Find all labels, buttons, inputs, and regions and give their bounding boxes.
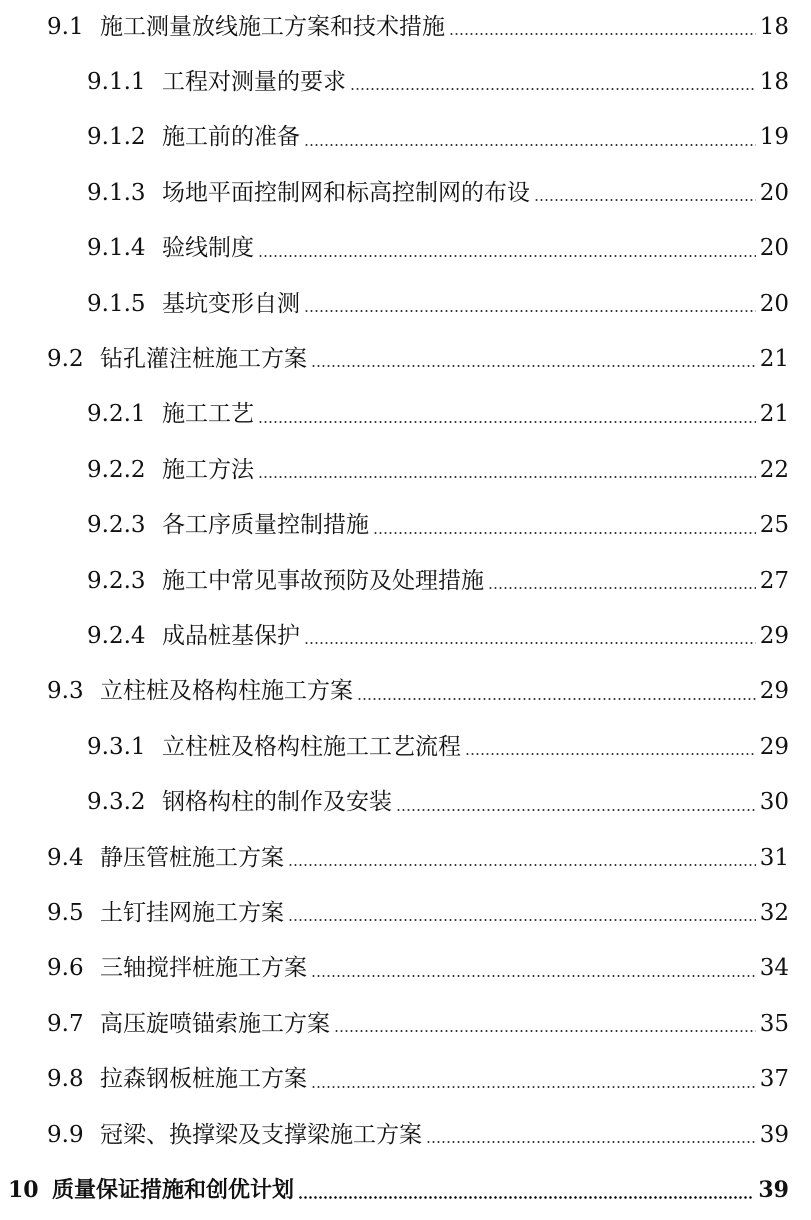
- toc-entry-title: 各工序质量控制措施: [162, 512, 369, 539]
- dot-leader: [350, 88, 756, 90]
- toc-entry-title: 土钉挂网施工方案: [100, 899, 284, 926]
- dot-leader: [426, 1141, 756, 1143]
- toc-entry-page-number: 31: [759, 844, 789, 871]
- toc-entry-title: 立柱桩及格构柱施工方案: [100, 678, 353, 705]
- toc-entry[interactable]: [0, 506, 811, 546]
- toc-entry-page-number: 29: [759, 733, 789, 760]
- toc-entry-title: 静压管桩施工方案: [100, 844, 284, 871]
- toc-entry-page-number: 39: [758, 1177, 789, 1204]
- toc-entry[interactable]: [0, 1170, 811, 1210]
- toc-entry[interactable]: [0, 949, 811, 989]
- dot-leader: [373, 532, 756, 534]
- toc-entry-title: 钻孔灌注桩施工方案: [100, 345, 307, 372]
- toc-entry-number: 9.5: [47, 899, 84, 926]
- toc-entry[interactable]: [0, 450, 811, 490]
- dot-leader: [396, 809, 756, 811]
- dot-leader: [258, 421, 756, 423]
- toc-entry-page-number: 34: [759, 955, 789, 982]
- toc-entry-number: 10: [8, 1177, 39, 1204]
- toc-entry-title: 三轴搅拌桩施工方案: [100, 955, 307, 982]
- toc-entry-number: 9.1: [47, 13, 84, 40]
- dot-leader: [258, 476, 756, 478]
- toc-entry-number: 9.3: [47, 678, 84, 705]
- toc-entry[interactable]: [0, 118, 811, 158]
- toc-entry-page-number: 27: [759, 567, 789, 594]
- toc-entry-page-number: 29: [759, 622, 789, 649]
- toc-entry[interactable]: [0, 395, 811, 435]
- toc-entry-page-number: 21: [759, 401, 789, 428]
- toc-entry-page-number: 30: [759, 789, 789, 816]
- toc-entry-number: 9.9: [47, 1121, 84, 1148]
- dot-leader: [449, 33, 756, 35]
- toc-entry-title: 立柱桩及格构柱施工工艺流程: [162, 733, 461, 760]
- toc-entry-number: 9.1.5: [87, 290, 146, 317]
- toc-entry[interactable]: [0, 783, 811, 823]
- toc-entry-title: 施工前的准备: [162, 124, 300, 151]
- toc-entry-page-number: 20: [759, 235, 789, 262]
- dot-leader: [465, 753, 756, 755]
- toc-entry[interactable]: [0, 838, 811, 878]
- dot-leader: [258, 255, 756, 257]
- toc-entry-page-number: 19: [759, 124, 789, 151]
- toc-entry[interactable]: [0, 284, 811, 324]
- toc-entry-number: 9.2: [47, 345, 84, 372]
- toc-entry-title: 验线制度: [162, 235, 254, 262]
- dot-leader: [288, 864, 756, 866]
- toc-entry-title: 冠梁、换撑梁及支撑梁施工方案: [100, 1121, 422, 1148]
- toc-entry-number: 9.2.3: [87, 512, 146, 539]
- toc-entry-title: 施工方法: [162, 456, 254, 483]
- toc-entry-number: 9.1.3: [87, 179, 146, 206]
- toc-entry[interactable]: [0, 1115, 811, 1155]
- toc-entry-page-number: 35: [759, 1010, 789, 1037]
- toc-entry-page-number: 39: [759, 1121, 789, 1148]
- toc-entry-title: 施工测量放线施工方案和技术措施: [100, 13, 445, 40]
- toc-entry-page-number: 20: [759, 290, 789, 317]
- dot-leader: [357, 698, 756, 700]
- toc-entry-number: 9.6: [47, 955, 84, 982]
- dot-leader: [311, 975, 756, 977]
- dot-leader: [298, 1196, 754, 1199]
- toc-entry[interactable]: [0, 727, 811, 767]
- dot-leader: [534, 199, 756, 201]
- toc-entry-number: 9.1.1: [87, 68, 146, 95]
- toc-entry-page-number: 21: [759, 345, 789, 372]
- toc-entry-title: 高压旋喷锚索施工方案: [100, 1010, 330, 1037]
- toc-entry-number: 9.3.2: [87, 789, 146, 816]
- toc-entry-title: 工程对测量的要求: [162, 68, 346, 95]
- toc-entry-title: 施工中常见事故预防及处理措施: [162, 567, 484, 594]
- toc-entry-page-number: 25: [759, 512, 789, 539]
- toc-entry[interactable]: [0, 616, 811, 656]
- toc-entry-page-number: 37: [759, 1066, 789, 1093]
- toc-entry-number: 9.2.2: [87, 456, 146, 483]
- toc-entry-title: 基坑变形自测: [162, 290, 300, 317]
- toc-entry-page-number: 20: [759, 179, 789, 206]
- toc-entry-page-number: 29: [759, 678, 789, 705]
- toc-entry-number: 9.4: [47, 844, 84, 871]
- dot-leader: [288, 919, 756, 921]
- toc-entry-title: 场地平面控制网和标高控制网的布设: [162, 179, 530, 206]
- toc-entry-number: 9.1.4: [87, 235, 146, 262]
- dot-leader: [304, 310, 756, 312]
- toc-entry-number: 9.2.1: [87, 401, 146, 428]
- toc-entry[interactable]: [0, 893, 811, 933]
- toc-entry-number: 9.2.3: [87, 567, 146, 594]
- toc-entry[interactable]: [0, 229, 811, 269]
- toc-entry-title: 质量保证措施和创优计划: [52, 1177, 295, 1204]
- toc-entry[interactable]: [0, 561, 811, 601]
- toc-entry-title: 钢格构柱的制作及安装: [162, 789, 392, 816]
- dot-leader: [304, 642, 756, 644]
- toc-entry-number: 9.2.4: [87, 622, 146, 649]
- toc-entry-page-number: 18: [759, 13, 789, 40]
- toc-entry-page-number: 22: [759, 456, 789, 483]
- toc-entry[interactable]: [0, 1060, 811, 1100]
- toc-entry-number: 9.1.2: [87, 124, 146, 151]
- toc-entry-title: 成品桩基保护: [162, 622, 300, 649]
- toc-entry-number: 9.7: [47, 1010, 84, 1037]
- toc-entry[interactable]: [0, 672, 811, 712]
- toc-entry-page-number: 18: [759, 68, 789, 95]
- toc-entry-number: 9.8: [47, 1066, 84, 1093]
- dot-leader: [311, 365, 756, 367]
- toc-entry[interactable]: [0, 1004, 811, 1044]
- toc-entry[interactable]: [0, 339, 811, 379]
- dot-leader: [334, 1030, 756, 1032]
- toc-entry-number: 9.3.1: [87, 733, 146, 760]
- toc-entry-page-number: 32: [759, 899, 789, 926]
- dot-leader: [304, 144, 756, 146]
- toc-entry[interactable]: [0, 62, 811, 102]
- toc-entry-title: 施工工艺: [162, 401, 254, 428]
- dot-leader: [311, 1086, 756, 1088]
- toc-entry-title: 拉森钢板桩施工方案: [100, 1066, 307, 1093]
- toc-entry[interactable]: [0, 173, 811, 213]
- dot-leader: [488, 587, 756, 589]
- toc-entry[interactable]: [0, 7, 811, 47]
